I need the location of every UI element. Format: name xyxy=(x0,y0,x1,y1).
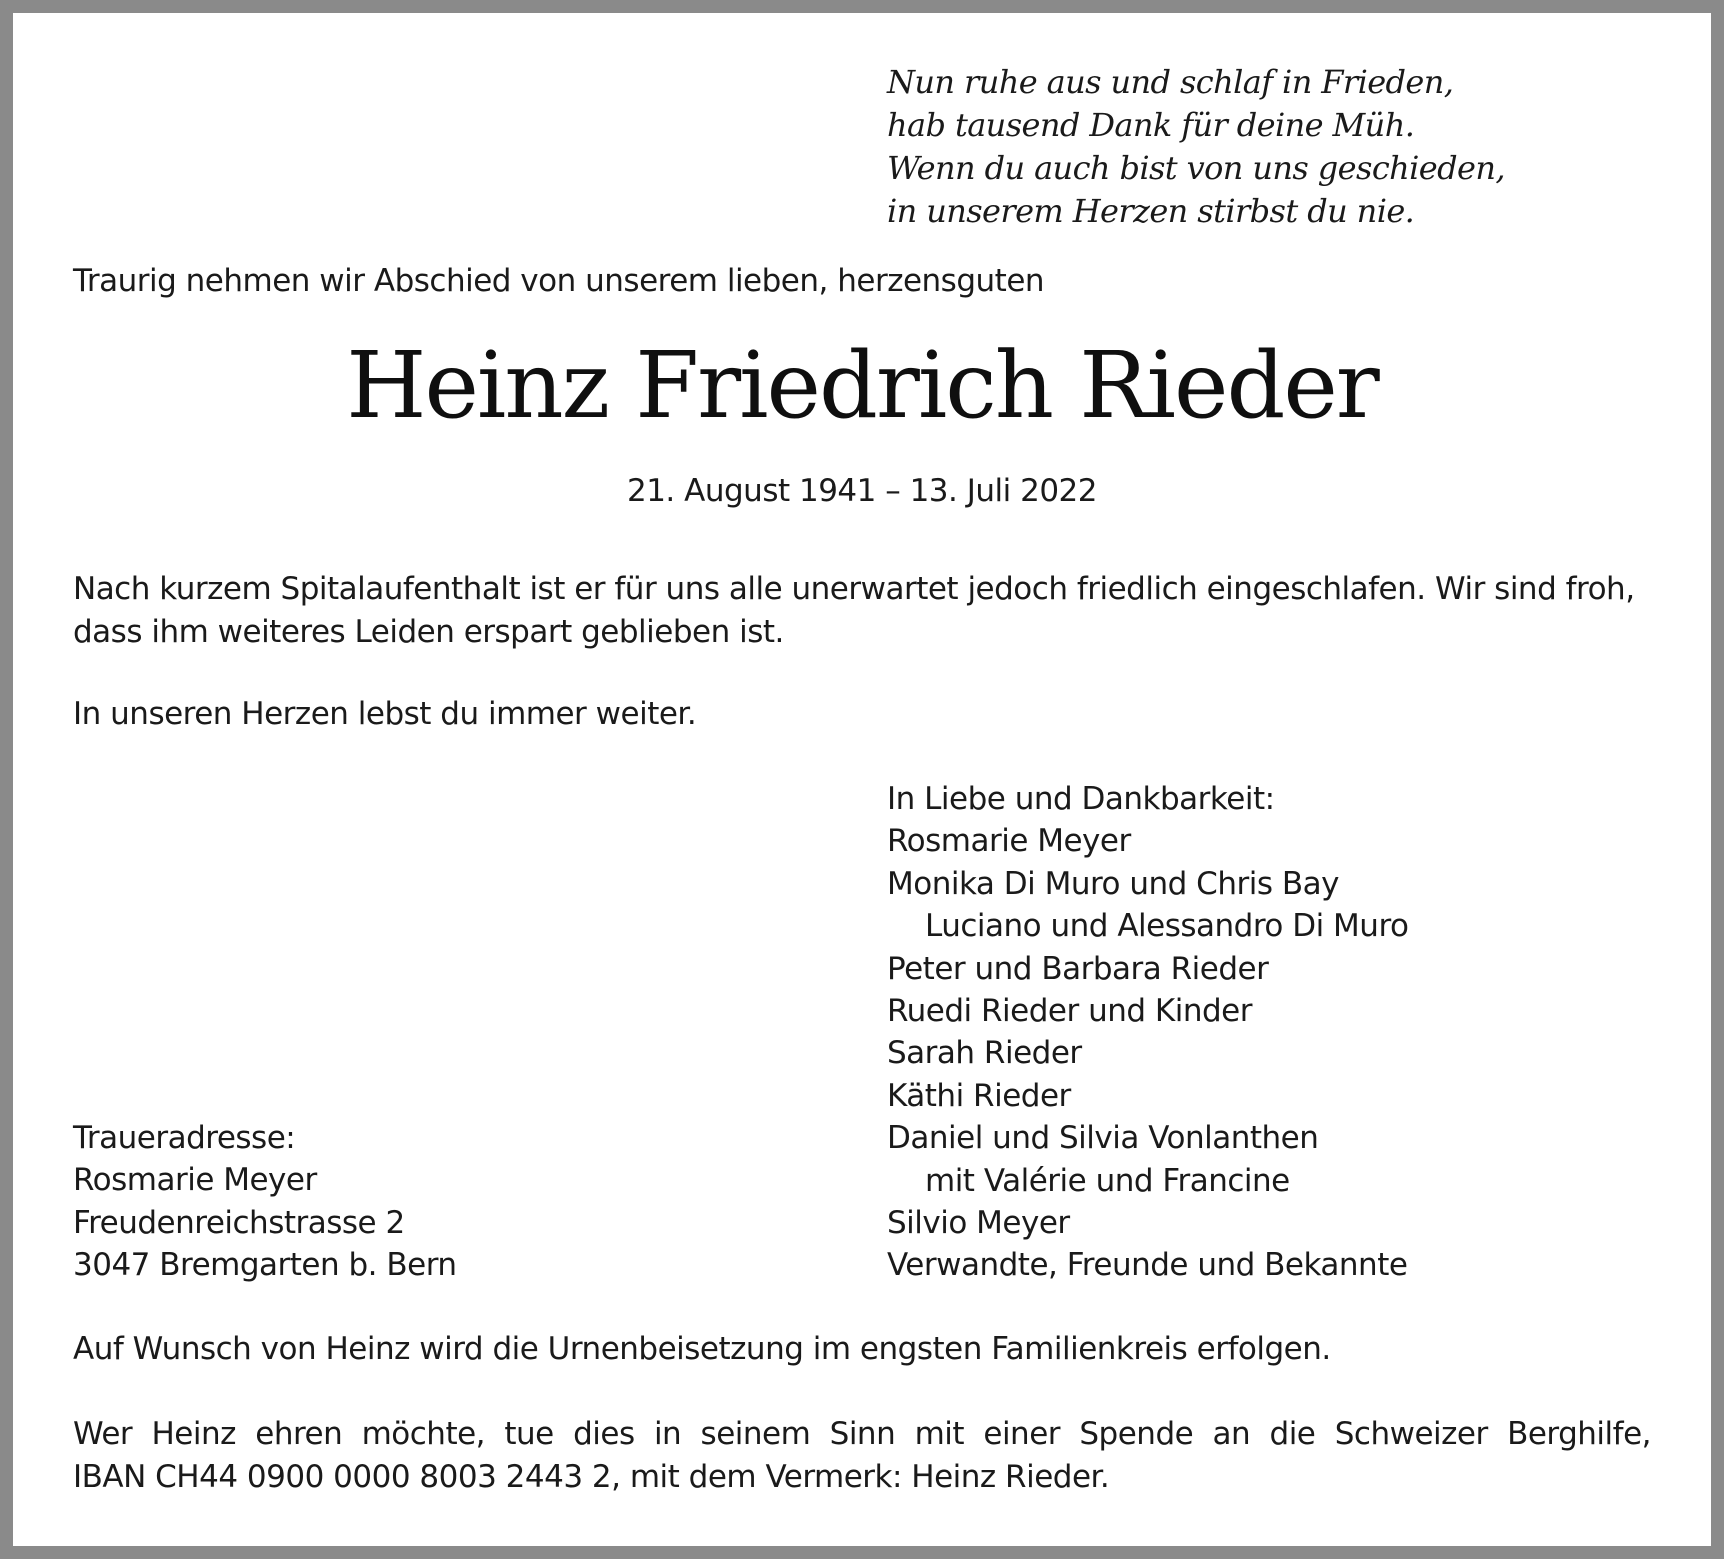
poem-line: in unserem Herzen stirbst du nie. xyxy=(887,192,1415,230)
donation-line: Wer Heinz ehren möchte, tue dies in seinem Sinn mit einer Spende an die Schweizer Berghilfe, xyxy=(73,1416,1651,1452)
mourner-name: Daniel und Silvia Vonlanthen xyxy=(887,1120,1319,1157)
mourner-name: Luciano und Alessandro Di Muro xyxy=(925,908,1409,945)
mourning-address xyxy=(73,1117,457,1287)
mourners-list xyxy=(887,778,1408,1287)
life-dates: 21. August 1941 – 13. Juli 2022 xyxy=(626,473,1097,509)
donation-iban-line: IBAN CH44 0900 0000 8003 2443 2, mit dem Vermerk: Heinz Rieder. xyxy=(73,1459,1110,1495)
deceased-name: Heinz Friedrich Rieder xyxy=(346,332,1378,439)
mourner-name: Monika Di Muro und Chris Bay xyxy=(887,865,1339,902)
mourners-heading: In Liebe und Dankbarkeit: xyxy=(887,781,1275,817)
mourner-name: Verwandte, Freunde und Bekannte xyxy=(887,1247,1408,1284)
paragraph-passing: Nach kurzem Spitalaufenthalt ist er für uns alle unerwartet jedoch friedlich eingeschlafen. Wir sind froh, dass ihm weiteres Leiden erspart geblieben ist. xyxy=(73,571,1635,650)
poem-line: Wenn du auch bist von uns geschieden, xyxy=(887,149,1505,187)
poem-line: hab tausend Dank für deine Müh. xyxy=(887,106,1415,144)
obituary-sheet xyxy=(13,13,1711,1546)
poem-line: Nun ruhe aus und schlaf in Frieden, xyxy=(887,63,1454,101)
paragraph-memory: In unseren Herzen lebst du immer weiter. xyxy=(73,696,697,732)
poem xyxy=(887,61,1505,233)
intro-text: Traurig nehmen wir Abschied von unserem lieben, herzensguten xyxy=(73,263,1045,299)
address-line: Rosmarie Meyer xyxy=(73,1162,317,1199)
mourner-name: Peter und Barbara Rieder xyxy=(887,950,1269,987)
burial-note: Auf Wunsch von Heinz wird die Urnenbeisetzung im engsten Familienkreis erfolgen. xyxy=(73,1331,1331,1367)
mourner-name: Ruedi Rieder und Kinder xyxy=(887,993,1252,1030)
address-line: Freudenreichstrasse 2 xyxy=(73,1204,405,1241)
mourner-name: Silvio Meyer xyxy=(887,1205,1070,1242)
address-line: 3047 Bremgarten b. Bern xyxy=(73,1247,457,1284)
mourner-name: Rosmarie Meyer xyxy=(887,823,1131,860)
mourner-name: mit Valérie und Francine xyxy=(925,1162,1290,1199)
donation-note xyxy=(73,1413,1651,1499)
mourner-name: Käthi Rieder xyxy=(887,1077,1071,1114)
mourner-name: Sarah Rieder xyxy=(887,1035,1082,1072)
address-heading: Traueradresse: xyxy=(73,1120,296,1156)
